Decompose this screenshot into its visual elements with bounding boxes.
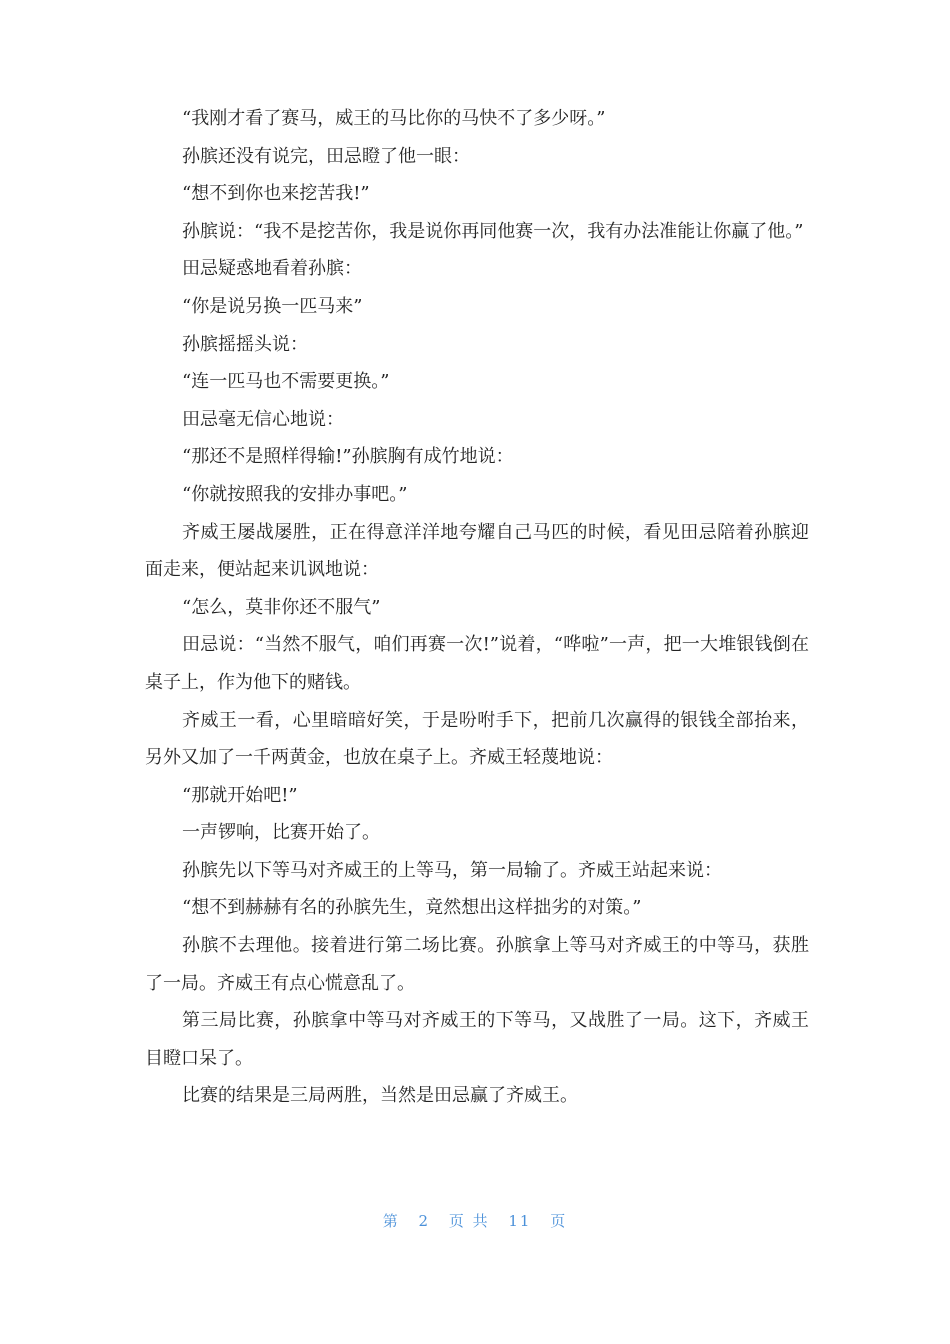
paragraph: 第三局比赛，孙膑拿中等马对齐威王的下等马，又战胜了一局。这下，齐威王目瞪口呆了。 (145, 1010, 809, 1069)
paragraph: 田忌说：“当然不服气，咱们再赛一次!”说着，“哗啦”一声，把一大堆银钱倒在桌子上，作为他下的赌钱。 (145, 634, 809, 693)
paragraph: “连一匹马也不需要更换。” (182, 371, 390, 393)
current-page-number: 2 (418, 1212, 431, 1230)
page-footer (0, 1210, 950, 1231)
paragraph: “那还不是照样得输!”孙膑胸有成竹地说： (182, 446, 514, 468)
paragraph: 孙膑说：“我不是挖苦你，我是说你再同他赛一次，我有办法准能让你赢了他。” (182, 220, 804, 242)
footer-middle: 页 共 (448, 1212, 490, 1230)
paragraph: 田忌毫无信心地说： (182, 408, 344, 430)
paragraph: 田忌疑惑地看着孙膑： (182, 258, 362, 280)
paragraph: 一声锣响，比赛开始了。 (182, 822, 380, 844)
paragraph: “我刚才看了赛马，威王的马比你的马快不了多少呀。” (182, 108, 606, 129)
paragraph: “你就按照我的安排办事吧。” (182, 483, 408, 505)
footer-suffix: 页 (550, 1212, 568, 1230)
paragraph: 齐威王屡战屡胜，正在得意洋洋地夸耀自己马匹的时候，看见田忌陪着孙膑迎面走来，便站起来讥讽地说： (145, 521, 809, 581)
paragraph: “怎么，莫非你还不服气” (182, 596, 381, 618)
paragraph: “想不到你也来挖苦我!” (182, 183, 370, 205)
paragraph: 孙膑不去理他。接着进行第二场比赛。孙膑拿上等马对齐威王的中等马，获胜了一局。齐威王有点心慌意乱了。 (145, 935, 809, 994)
paragraph: 比赛的结果是三局两胜，当然是田忌赢了齐威王。 (182, 1085, 578, 1107)
paragraph: 孙膑还没有说完，田忌瞪了他一眼： (182, 145, 470, 167)
total-page-count: 11 (508, 1212, 532, 1230)
paragraph: 齐威王一看，心里暗暗好笑，于是吩咐手下，把前几次赢得的银钱全部抬来，另外又加了一千两黄金，也放在桌子上。齐威王轻蔑地说： (145, 709, 809, 769)
paragraph: “想不到赫赫有名的孙膑先生，竟然想出这样拙劣的对策。” (182, 897, 642, 919)
paragraph: “那就开始吧!” (182, 784, 298, 806)
paragraph: 孙膑先以下等马对齐威王的上等马，第一局输了。齐威王站起来说： (182, 859, 722, 881)
article-body (145, 100, 809, 1115)
paragraph: “你是说另换一匹马来” (182, 295, 363, 317)
footer-prefix: 第 (382, 1212, 400, 1230)
paragraph: 孙膑摇摇头说： (182, 333, 308, 355)
